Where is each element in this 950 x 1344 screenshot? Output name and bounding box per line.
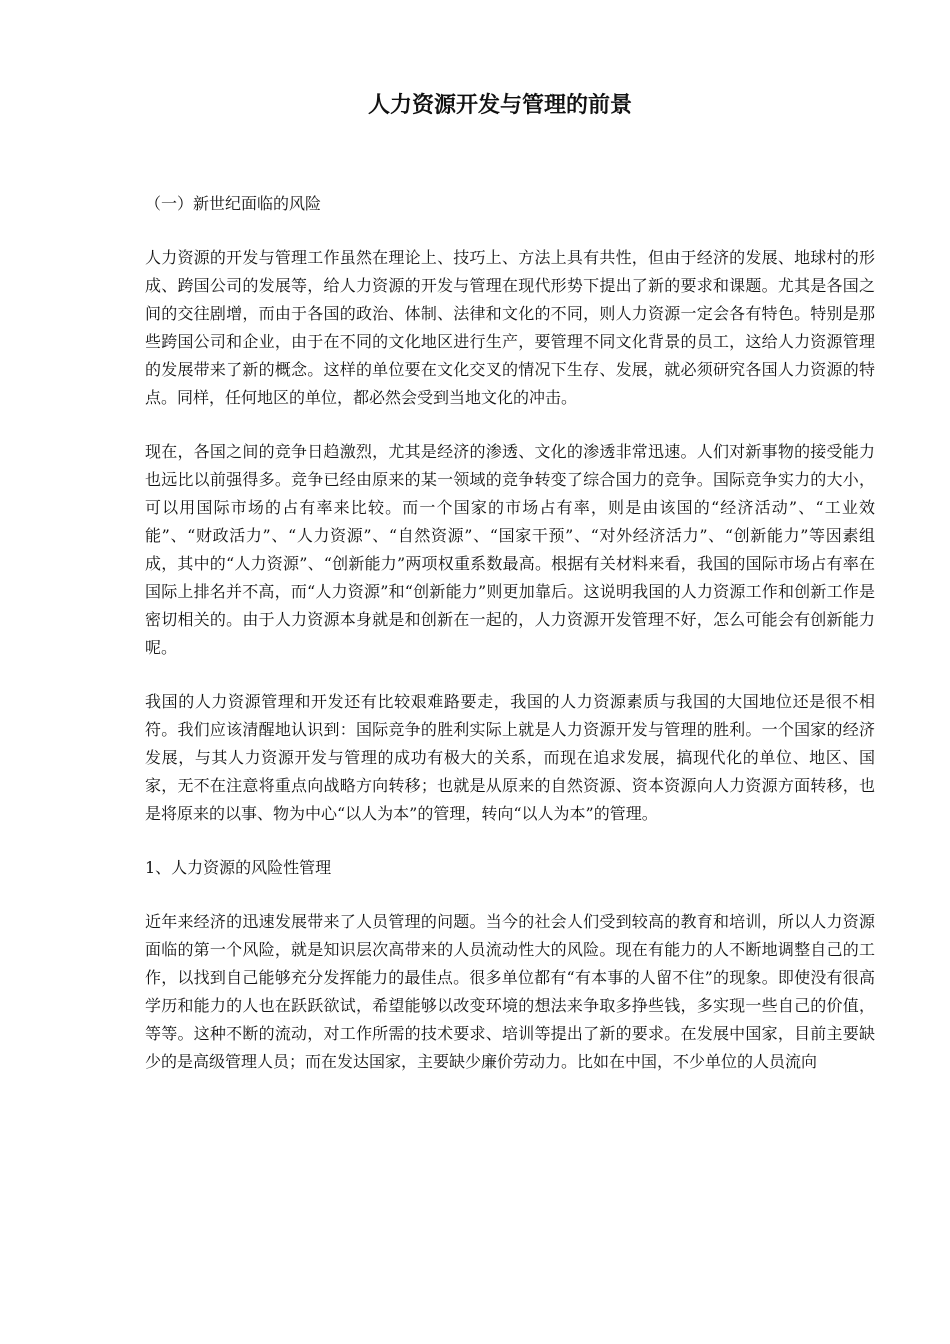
- paragraph-1: 人力资源的开发与管理工作虽然在理论上、技巧上、方法上具有共性，但由于经济的发展、地球村的形成、跨国公司的发展等，给人力资源的开发与管理在现代形势下提出了新的要求和课题。尤其是各国之间的交往剧增，而由于各国的政治、体制、法律和文化的不同，则人力资源一定会各有特色。特别是那些跨国公司和企业，由于在不同的文化地区进行生产，要管理不同文化背景的员工，这给人力资源管理的发展带来了新的概念。这样的单位要在文化交叉的情况下生存、发展，就必须研究各国人力资源的特点。同样，任何地区的单位，都必然会受到当地文化的冲击。: [145, 248, 875, 407]
- paragraph-3: 我国的人力资源管理和开发还有比较艰难路要走，我国的人力资源素质与我国的大国地位还是很不相符。我们应该清醒地认识到：国际竞争的胜利实际上就是人力资源开发与管理的胜利。一个国家的经济发展，与其人力资源开发与管理的成功有极大的关系，而现在追求发展，搞现代化的单位、地区、国家，无不在注意将重点向战略方向转移；也就是从原来的自然资源、资本资源向人力资源方面转移，也是将原来的以事、物为中心“以人为本”的管理，转向“以人为本”的管理。: [145, 692, 875, 823]
- section-heading: （一）新世纪面临的风险: [145, 194, 322, 213]
- document-body: [145, 190, 875, 1102]
- paragraph-4: 近年来经济的迅速发展带来了人员管理的问题。当今的社会人们受到较高的教育和培训，所以人力资源面临的第一个风险，就是知识层次高带来的人员流动性大的风险。现在有能力的人不断地调整自己的工作，以找到自己能够充分发挥能力的最佳点。很多单位都有“有本事的人留不住”的现象。即使没有很高学历和能力的人也在跃跃欲试，希望能够以改变环境的想法来争取多挣些钱，多实现一些自己的价值，等等。这种不断的流动，对工作所需的技术要求、培训等提出了新的要求。在发展中国家，目前主要缺少的是高级管理人员；而在发达国家，主要缺少廉价劳动力。比如在中国，不少单位的人员流向: [145, 912, 875, 1071]
- paragraph-2: 现在，各国之间的竞争日趋激烈，尤其是经济的渗透、文化的渗透非常迅速。人们对新事物的接受能力也远比以前强得多。竞争已经由原来的某一领域的竞争转变了综合国力的竞争。国际竞争实力的大小，可以用国际市场的占有率来比较。而一个国家的市场占有率，则是由该国的“经济活动”、“工业效能”、“财政活力”、“人力资源”、“自然资源”、“国家干预”、“对外经济活力”、“创新能力”等因素组成，其中的“人力资源”、“创新能力”两项权重系数最高。根据有关材料来看，我国的国际市场占有率在国际上排名并不高，而“人力资源”和“创新能力”则更加靠后。这说明我国的人力资源工作和创新工作是密切相关的。由于人力资源本身就是和创新在一起的，人力资源开发管理不好，怎么可能会有创新能力呢。: [145, 442, 875, 657]
- document-title: 人力资源开发与管理的前景: [367, 92, 632, 118]
- subheading-1: 1、人力资源的风险性管理: [145, 858, 332, 877]
